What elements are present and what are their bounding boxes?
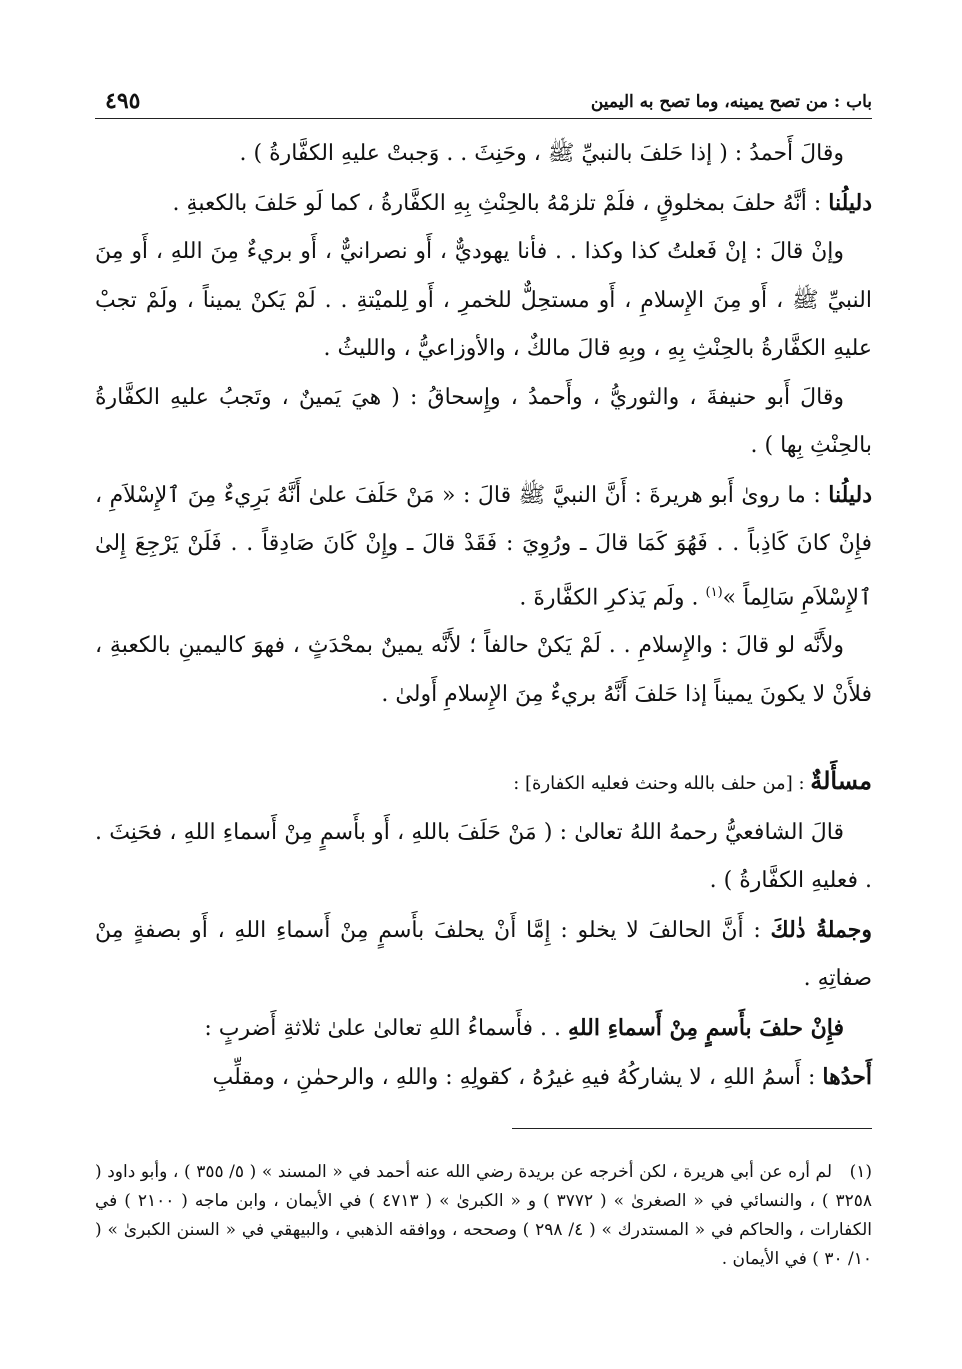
- page-number: ٤٩٥: [105, 88, 141, 114]
- summary-label: وجملةُ ذٰلكَ: [770, 916, 872, 943]
- footnote-mark: (١): [849, 1162, 872, 1182]
- paragraph-names-of-allah: [95, 1004, 872, 1054]
- page-body: [95, 130, 872, 1103]
- first-label: أَحدُها: [822, 1064, 872, 1091]
- footnote-divider: [512, 1128, 872, 1129]
- issue-label: مسأَلةٌ: [810, 766, 872, 796]
- paragraph-ahmad: وقالَ أَحمدُ : ( إذا حَلفَ بالنبيِّ ﷺ ، وحَنِثَ . . وَجبتْ عليهِ الكفَّارةُ ) .: [239, 141, 844, 166]
- paragraph-tail: . ولَم يَذكرِ الكفَّارةَ .: [519, 584, 706, 610]
- paragraph-abu-hanifa: وقالَ أَبو حنيفةَ ، والثوريُّ ، وأَحمدُ ، وإِسحاقُ : ( هيَ يَمينٌ ، وتَجبُ عليهِ الكفَّارةُ بالحِنْثِ بِها ) .: [95, 384, 872, 458]
- paragraph-text: : أَنَّ الحالفَ لا يخلو : إِمَّا أَنْ يحلفَ بأَسمٍ مِنْ أَسماءِ اللهِ ، أَو بصفةٍ مِنْ صفاتِهِ .: [95, 917, 872, 992]
- paragraph-first-type: [95, 1053, 872, 1103]
- paragraph-islam-oath: ولأَنَّه لو قالَ : والإِسلامِ . . لَمْ يَكنْ حالفاً ؛ لأَنَّه يمينٌ بمحْدَثٍ ، فهوَ كاليمينِ بالكعبةِ ، فلأَنْ لا يكونَ يميناً إذا حَلفَ أَنَّهُ بريءٌ مِنَ الإِسلامِ أَولىٰ .: [95, 633, 872, 707]
- paragraph-text: : أنَّهُ حلفَ بمخلوقٍ ، فلَمْ تلزمْهُ بالحِنْثِ بِهِ الكفَّارةُ ، كما لَو حَلفَ بالكعبةِ .: [172, 190, 829, 216]
- paragraph-evidence-2: [95, 471, 872, 623]
- footnote: [95, 1158, 872, 1274]
- hadith-text: : ما روىٰ أَبو هريرةَ : أَنَّ النبيَّ ﷺ قالَ : « مَنْ حَلَفَ علىٰ أَنَّهُ بَرِيءٌ مِنَ ٱلإِسْلاَمِ ، فإِنْ كانَ كَاذِباً . . فَهُوَ كَمَا قالَ ـ ورُوِيَ : فَقَدْ قالَ ـ وإِنْ كَانَ صَادِقاً . . فَلَنْ يَرْجِعَ إِلىٰ ٱلإِسْلاَمِ سَالِماً »: [95, 482, 872, 610]
- issue-title: : [من حلف بالله وحنث فعليه الكفارة] :: [513, 773, 811, 795]
- issue-heading: [95, 757, 872, 809]
- paragraph-evidence-1: [95, 179, 872, 229]
- page-header: [95, 78, 872, 119]
- paragraph-shafii: قالَ الشافعيُّ رحمهُ اللهُ تعالىٰ : ( مَنْ حَلَفَ باللهِ ، أَو بأَسمٍ مِنْ أَسماءِ اللهِ ، فحَنِثَ . . فعليهِ الكفَّارةُ ) .: [95, 819, 872, 894]
- footnote-reference[interactable]: (١): [705, 584, 723, 600]
- paragraph-summary: [95, 906, 872, 1004]
- paragraph-text: : أَسمُ اللهِ ، لا يشاركُهُ فيهِ غيرُهُ ، كقولِهِ : واللهِ ، والرحمٰنِ ، ومقلِّبِ: [212, 1065, 823, 1091]
- running-title: باب : من تصح يمينه، وما تصح به اليمين: [590, 92, 872, 112]
- condition-label: فإِنْ حلفَ بأَسمٍ مِنْ أَسماءِ اللهِ: [568, 1014, 844, 1041]
- paragraph-if-said: وإنْ قالَ : إنْ فَعلتُ كذا وكذا . . فأنا يهوديٌّ ، أَو نصرانيٌّ ، أَو بريءٌ مِنَ اللهِ ، أَو مِنَ النبيِّ ﷺ ، أَو مِنَ الإِسلامِ ، أَو مستحِلٌّ للخمرِ ، أَو لِلميْتةِ . . لَمْ يَكنْ يميناً ، ولَمْ تجبْ عليهِ الكفَّارةُ بالحِنْثِ بِهِ ، وبِهِ قالَ مالكٌ ، والأوزاعيُّ ، والليثُ .: [95, 239, 872, 361]
- evidence-label: دليلُنا: [828, 189, 872, 216]
- paragraph-text: . . فأَسماءُ اللهِ تعالىٰ علىٰ ثلاثةِ أَضربٍ :: [204, 1015, 569, 1041]
- footnote-text: لم أره عن أبي هريرة ، لكن أخرجه عن بريدة رضي الله عنه أحمد في « المسند » ( ٥/ ٣٥٥ ) ، وأبو داود ( ٣٢٥٨ ) ، والنسائي في « الصغرىٰ » ( ٣٧٧٢ ) و « الكبرىٰ » ( ٤٧١٣ ) في الأيمان ، وابن ماجه ( ٢١٠٠ ) في الكفارات ، والحاكم في « المستدرك » ( ٤/ ٢٩٨ ) وصححه ، ووافقه الذهبي ، والبيهقي في « السنن الكبرىٰ » ( ١٠/ ٣٠ ) في الأيمان .: [95, 1162, 872, 1269]
- evidence-label: دليلُنا: [828, 481, 872, 508]
